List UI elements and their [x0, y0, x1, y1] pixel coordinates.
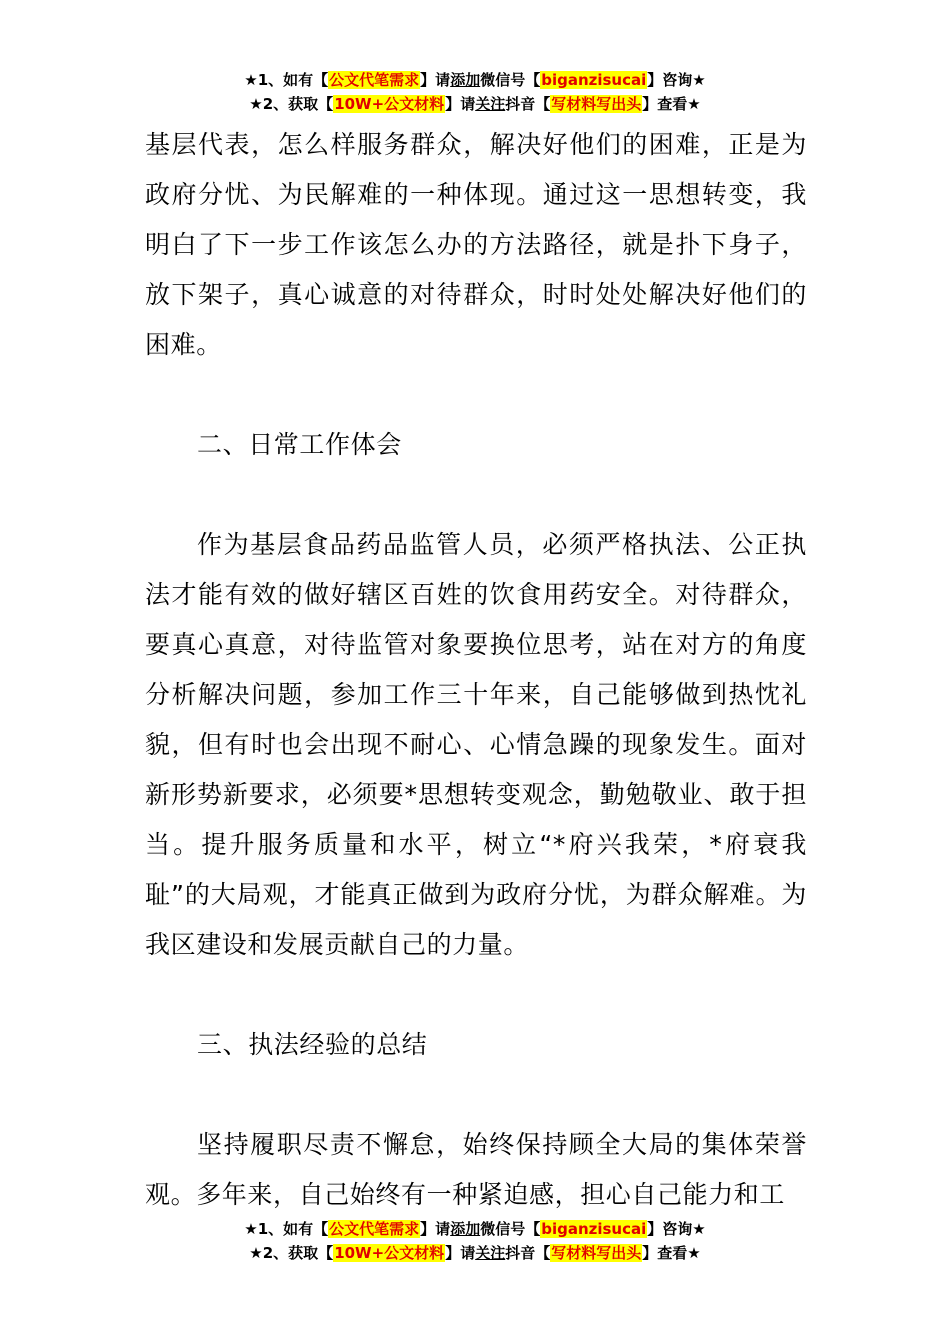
highlight-materials: 10W+公文材料: [334, 1244, 445, 1262]
paragraph-daily-work: 作为基层食品药品监管人员，必须严格执法、公正执法才能有效的做好辖区百姓的饮食用药安全。对待群众，要真心真意，对待监管对象要换位思考，站在对方的角度分析解决问题，参加工作三十年来，自己能够做到热忱礼貌，但有时也会出现不耐心、心情急躁的现象发生。面对新形势新要求，必须要*思想转变观念，勤勉敬业、敢于担当。提升服务质量和水平，树立“*府兴我荣，*府衰我耻”的大局观，才能真正做到为政府分忧，为群众解难。为我区建设和发展贡献自己的力量。: [145, 530, 807, 959]
banner-text: 】咨询★: [647, 71, 706, 89]
paragraph-continued: 基层代表，怎么样服务群众，解决好他们的困难，正是为政府分忧、为民解难的一种体现。通过这一思想转变，我明白了下一步工作该怎么办的方法路径，就是扑下身子，放下架子，真心诚意的对待群众，时时处处解决好他们的困难。: [145, 130, 807, 359]
banner-text: 抖音【: [505, 1244, 551, 1262]
banner-text: 】请: [420, 1220, 451, 1238]
paragraph-enforcement: 坚持履职尽责不懈怠，始终保持顾全大局的集体荣誉观。多年来，自己始终有一种紧迫感，担心自己能力和工: [145, 1130, 807, 1209]
header-banner: [0, 68, 950, 116]
highlight-materials: 10W+公文材料: [334, 95, 445, 113]
underlined-follow: 关注: [475, 1244, 506, 1262]
banner-text: 】查看★: [642, 95, 701, 113]
highlight-douyin: 写材料写出头: [551, 95, 642, 113]
section-heading-3: 三、执法经验的总结: [197, 1030, 428, 1059]
highlight-service: 公文代笔需求: [329, 71, 420, 89]
banner-text: ★2、获取【: [249, 1244, 334, 1262]
banner-text: 抖音【: [505, 95, 551, 113]
banner-text: 】咨询★: [647, 1220, 706, 1238]
banner-text: 】请: [445, 95, 476, 113]
banner-line-1: [0, 1217, 950, 1241]
banner-text: 】查看★: [642, 1244, 701, 1262]
highlight-douyin: 写材料写出头: [551, 1244, 642, 1262]
footer-banner: [0, 1217, 950, 1265]
banner-text: ★1、如有【: [244, 71, 329, 89]
underlined-add: 添加: [450, 1220, 481, 1238]
banner-text: 】请: [420, 71, 451, 89]
banner-text: 】请: [445, 1244, 476, 1262]
banner-line-2: [0, 1241, 950, 1265]
highlight-wechat-id: biganzisucai: [541, 1220, 647, 1238]
banner-line-2: [0, 92, 950, 116]
underlined-follow: 关注: [475, 95, 506, 113]
banner-text: ★2、获取【: [249, 95, 334, 113]
section-heading-2: 二、日常工作体会: [197, 430, 402, 459]
banner-text: ★1、如有【: [244, 1220, 329, 1238]
document-body: [145, 120, 807, 1220]
underlined-add: 添加: [450, 71, 481, 89]
highlight-wechat-id: biganzisucai: [541, 71, 647, 89]
banner-text: 微信号【: [480, 71, 541, 89]
highlight-service: 公文代笔需求: [329, 1220, 420, 1238]
banner-text: 微信号【: [480, 1220, 541, 1238]
banner-line-1: [0, 68, 950, 92]
